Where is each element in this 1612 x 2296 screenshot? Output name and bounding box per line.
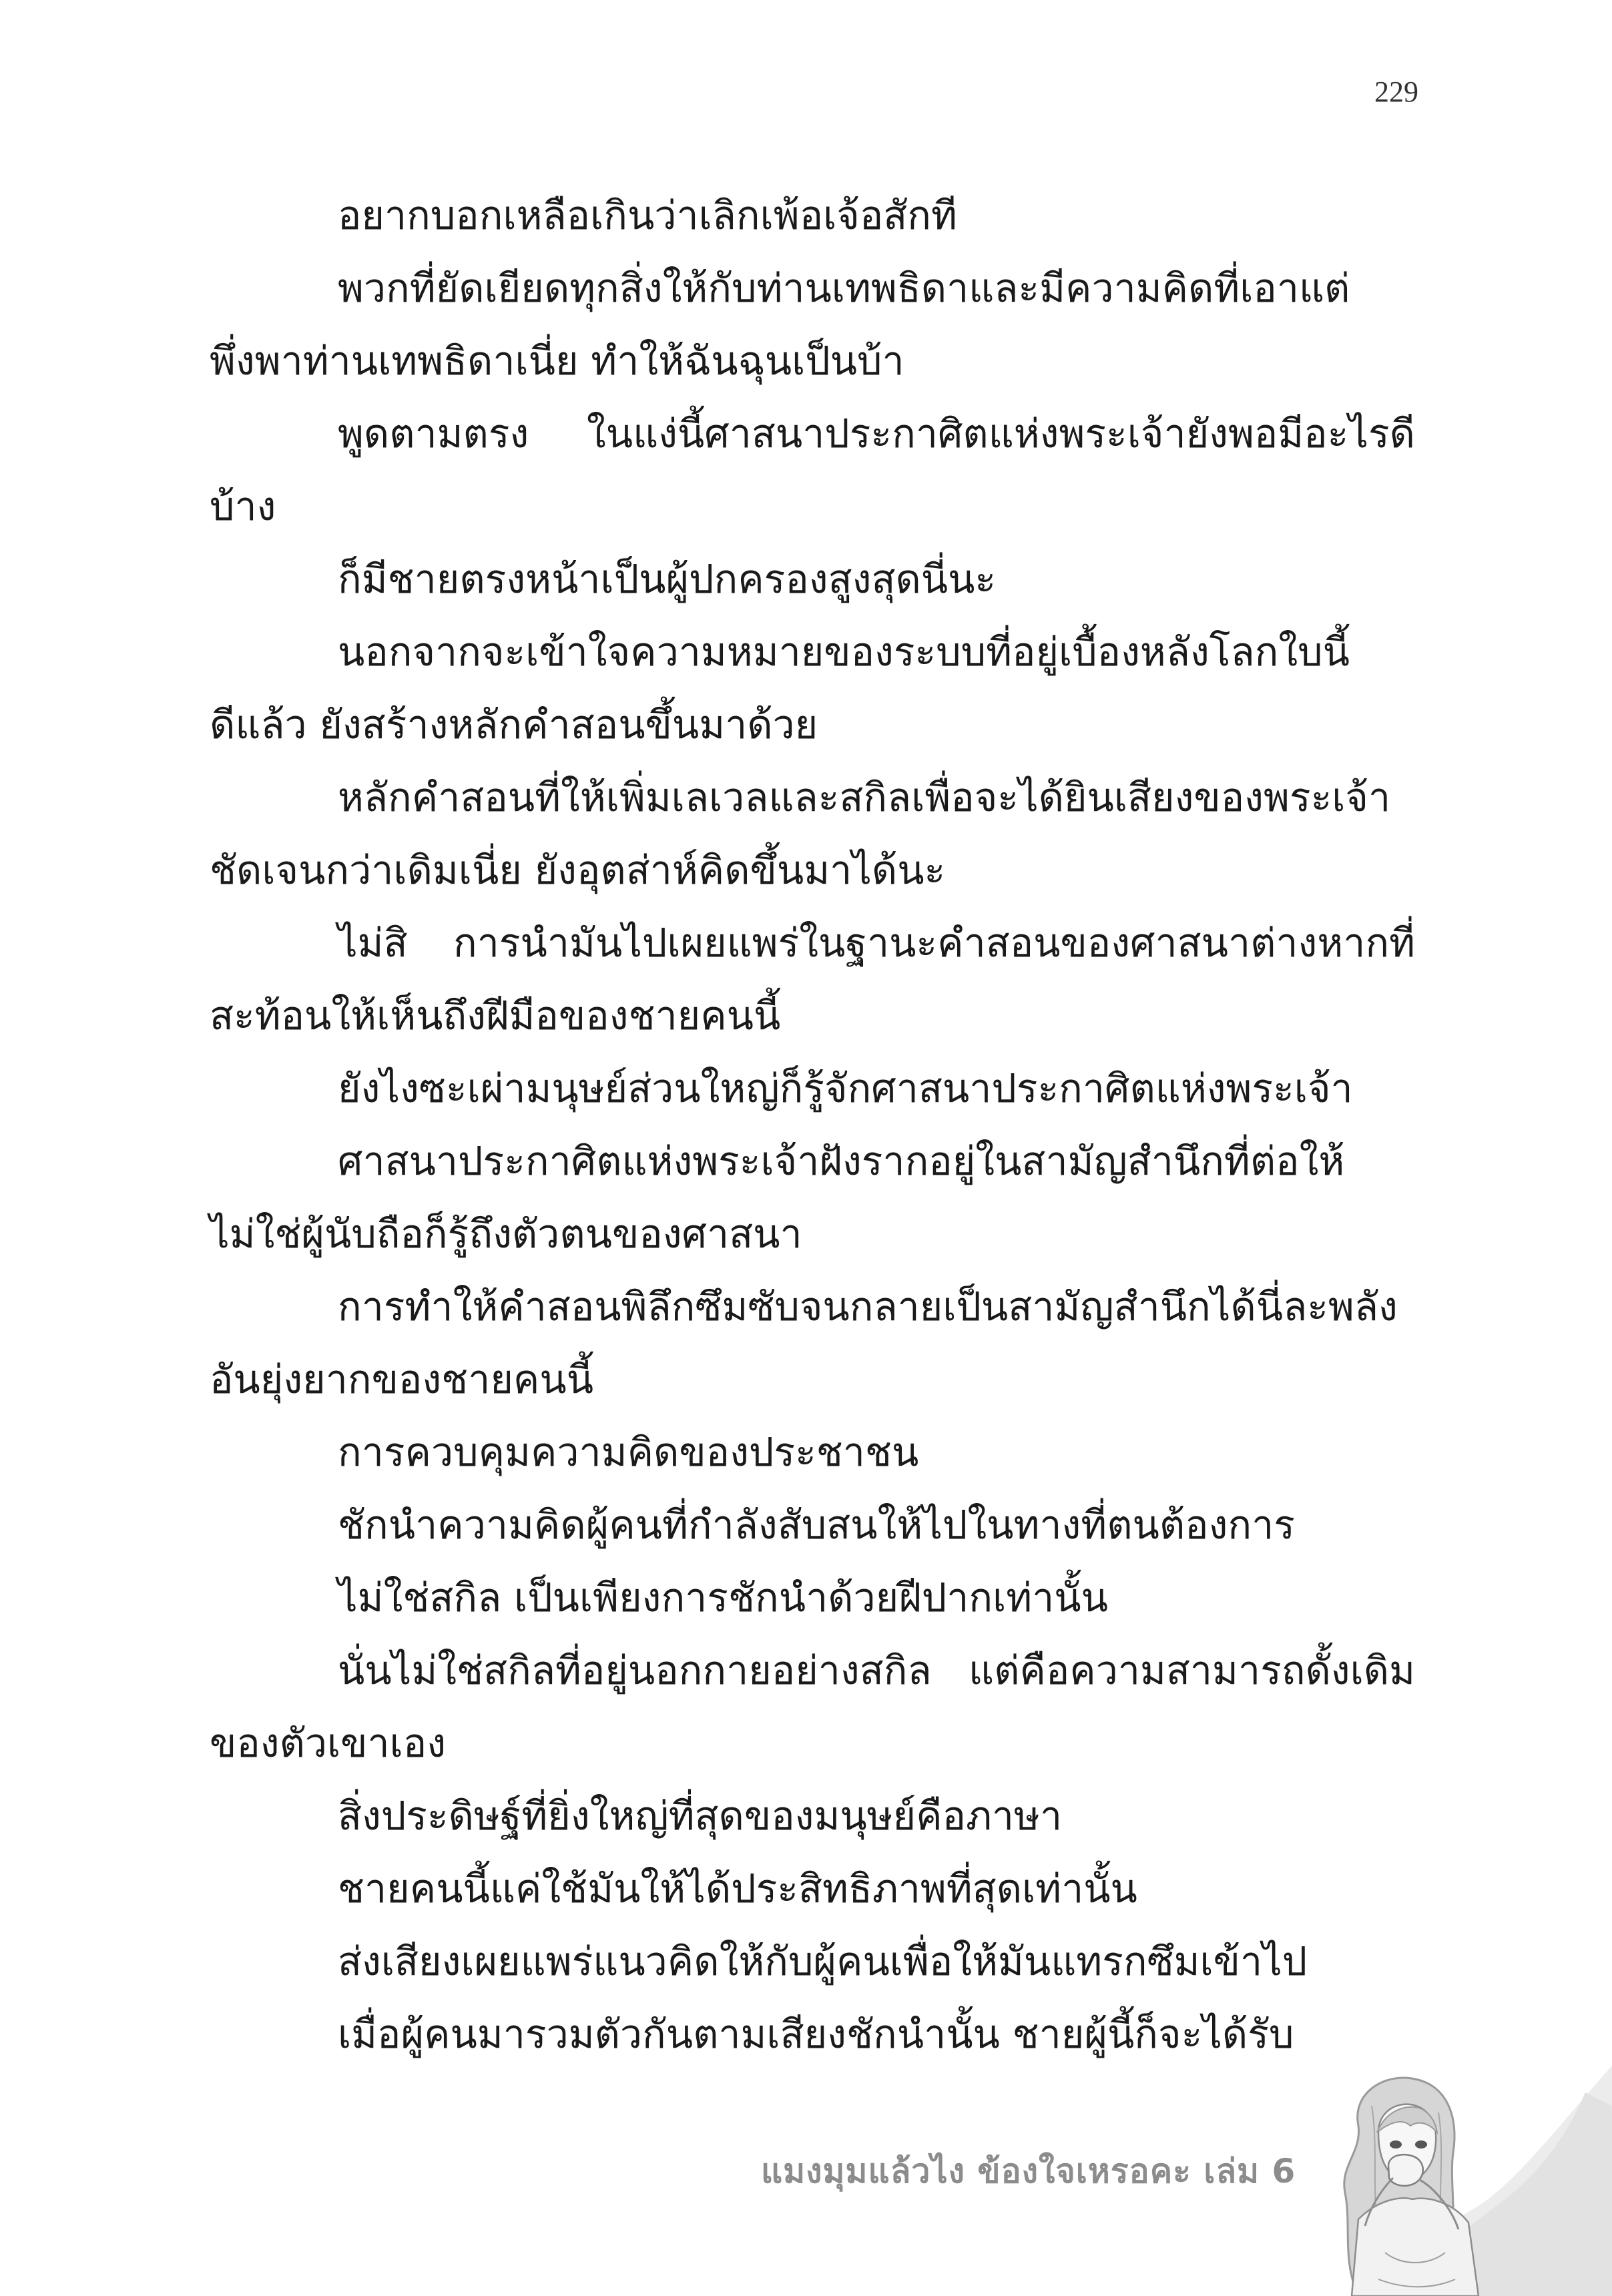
page-number: 229: [1374, 75, 1418, 108]
paragraph-4: ก็มีชายตรงหน้าเป็นผู้ปกครองสูงสุดนี่นะ: [338, 556, 997, 602]
paragraph-7: ไม่สิ การนำมันไปเผยแพร่ในฐานะคำสอนของศาสนาต่างหากที่สะท้อนให้เห็นถึงฝีมือของชายคนนี้: [210, 920, 1415, 1039]
paragraph-13: ไม่ใช่สกิล เป็นเพียงการชักนำด้วยฝีปากเท่านั้น: [338, 1574, 1108, 1621]
paragraph-17: ส่งเสียงเผยแพร่แนวคิดให้กับผู้คนเพื่อให้มันแทรกซึมเข้าไป: [338, 1938, 1308, 1984]
paragraph-18: เมื่อผู้คนมารวมตัวกันตามเสียงชักนำนั้น ชายผู้นี้ก็จะได้รับ: [338, 2011, 1294, 2057]
character-illustration: [1278, 2066, 1612, 2296]
paragraph-16: ชายคนนี้แค่ใช้มันให้ได้ประสิทธิภาพที่สุดเท่านั้น: [338, 1866, 1137, 1912]
paragraph-9: ศาสนาประกาศิตแห่งพระเจ้าฝังรากอยู่ในสามัญสำนึกที่ต่อให้ไม่ใช่ผู้นับถือก็รู้ถึงตัวตนของศาสนา: [210, 1138, 1345, 1257]
paragraph-11: การควบคุมความคิดของประชาชน: [338, 1429, 919, 1475]
paragraph-6: หลักคำสอนที่ให้เพิ่มเลเวลและสกิลเพื่อจะได้ยินเสียงของพระเจ้าชัดเจนกว่าเดิมเนี่ย ยังอุตส่าห์คิดขึ้นมาได้นะ: [210, 774, 1391, 893]
paragraph-5: นอกจากจะเข้าใจความหมายของระบบที่อยู่เบื้องหลังโลกใบนี้ดีแล้ว ยังสร้างหลักคำสอนขึ้นมาด้วย: [210, 629, 1350, 748]
paragraph-15: สิ่งประดิษฐ์ที่ยิ่งใหญ่ที่สุดของมนุษย์คือภาษา: [338, 1793, 1063, 1839]
paragraph-1: อยากบอกเหลือเกินว่าเลิกเพ้อเจ้อสักที: [338, 192, 957, 238]
body-text: [210, 179, 1415, 2070]
paragraph-2: พวกที่ยัดเยียดทุกสิ่งให้กับท่านเทพธิดาและมีความคิดที่เอาแต่พึ่งพาท่านเทพธิดาเนี่ย ทำให้ฉันฉุนเป็นบ้า: [210, 265, 1350, 384]
paragraph-12: ชักนำความคิดผู้คนที่กำลังสับสนให้ไปในทางที่ตนต้องการ: [338, 1502, 1295, 1548]
paragraph-10: การทำให้คำสอนพิลึกซึมซับจนกลายเป็นสามัญสำนึกได้นี่ละพลังอันยุ่งยากของชายคนนี้: [210, 1283, 1398, 1402]
book-title-footer: แมงมุมแล้วไง ข้องใจเหรอคะ เล่ม 6: [761, 2152, 1296, 2191]
paragraph-14: นั่นไม่ใช่สกิลที่อยู่นอกกายอย่างสกิล แต่คือความสามารถดั้งเดิมของตัวเขาเอง: [210, 1647, 1415, 1766]
paragraph-3: พูดตามตรง ในแง่นี้ศาสนาประกาศิตแห่งพระเจ้ายังพอมีอะไรดีบ้าง: [210, 410, 1415, 529]
paragraph-8: ยังไงซะเผ่ามนุษย์ส่วนใหญ่ก็รู้จักศาสนาประกาศิตแห่งพระเจ้า: [338, 1065, 1353, 1111]
